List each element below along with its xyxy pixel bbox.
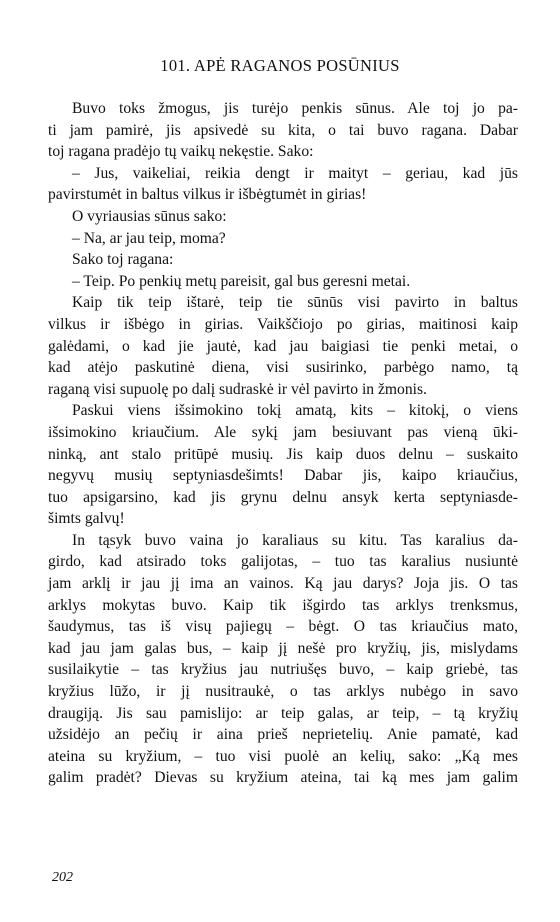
text-line: girdo, kad atsirado toks galijotas, – tuo tas karalius nusiuntė <box>48 553 518 571</box>
text-line: – Jus, vaikeliai, reikia dengt ir maityt – geriau, kad jūs <box>72 164 518 182</box>
text-line: vilkus ir išbėgo in girias. Vaikščiojo po girias, maitinosi kaip <box>48 315 518 333</box>
text-line: kryžius lūžo, ir jį nusitraukė, o tas arklys nubėgo in savo <box>48 683 518 701</box>
text-line: galim pradėt? Dievas su kryžium ateina, tai ką mes jam galim <box>48 769 518 787</box>
text-line: galėdami, o kad jie jautė, kad jau baigiasi tie penki metai, o <box>48 337 518 355</box>
text-line: ninką, ant stalo pritūpė musių. Jis kaip duos delnu – suskaito <box>48 445 518 463</box>
text-line: toj ragana pradėjo tų vaikų nekęstie. Sako: <box>48 143 314 161</box>
text-line: Sako toj ragana: <box>72 251 174 269</box>
text-line: In tąsyk buvo vaina jo karaliaus su kitu. Tas karalius da- <box>72 531 518 549</box>
text-line: jam arklį ir jau jį ima an vainos. Ką jau darys? Joja jis. O tas <box>48 575 518 593</box>
body-text <box>48 98 518 789</box>
chapter-title: 101. APĖ RAGANOS POSŪNIUS <box>160 56 400 75</box>
text-line: – Na, ar jau teip, moma? <box>72 229 226 247</box>
text-line: šaudymus, tas iš visų pajiegų – bėgt. O tas kriaučius mato, <box>48 618 518 636</box>
text-line: kad atėjo paskutinė diena, visi susirinko, parbėgo namo, tą <box>48 359 518 377</box>
text-line: draugiją. Jis sau pamislijo: ar teip galas, ar teip, – tą kryžių <box>48 704 518 722</box>
text-line: išsimokino kriaučium. Ale sykį jam besiuvant pas vieną ūki- <box>48 423 518 441</box>
text-line: Buvo toks žmogus, jis turėjo penkis sūnus. Ale toj jo pa- <box>72 100 518 117</box>
text-line: kad jau jam galas bus, – kaip jį nešė pro kryžių, jis, mislydams <box>48 639 518 657</box>
text-line: ti jam pamirė, jis apsivedė su kita, o tai buvo ragana. Dabar <box>48 121 518 139</box>
text-line: O vyriausias sūnus sako: <box>72 207 227 225</box>
text-line: tuo apsigarsino, kad jis grynu delnu ansyk kerta septyniasde- <box>48 488 518 506</box>
text-line: pavirstumėt in baltus vilkus ir išbėgtumėt in girias! <box>48 186 367 204</box>
text-line: – Teip. Po penkių metų pareisit, gal bus geresni metai. <box>72 272 411 290</box>
text-line: Kaip tik teip ištarė, teip tie sūnūs visi pavirto in baltus <box>72 294 518 312</box>
text-line: susilaikytie – tas kryžius jau nutriušęs buvo, – kaip griebė, tas <box>48 661 518 679</box>
text-line: Paskui viens išsimokino tokį amatą, kits – kitokį, o viens <box>72 402 518 420</box>
text-line: negyvų musių septyniasdešimts! Dabar jis, kaipo kriaučius, <box>48 467 518 485</box>
text-line: ateina su kryžium, – tuo visi puolė an kelių, sako: „Ką mes <box>48 747 518 765</box>
text-line: arklys mokytas buvo. Kaip tik išgirdo tas arklys trenksmus, <box>48 596 518 614</box>
text-line: šimts galvų! <box>48 510 125 528</box>
page-number: 202 <box>52 870 73 885</box>
text-line: užsidėjo an pečių ir aina prieš neprietelių. Anie pamatė, kad <box>48 726 518 744</box>
text-line: raganą visi supuolę po dalį sudraskė ir vėl pavirto in žmonis. <box>48 380 427 398</box>
